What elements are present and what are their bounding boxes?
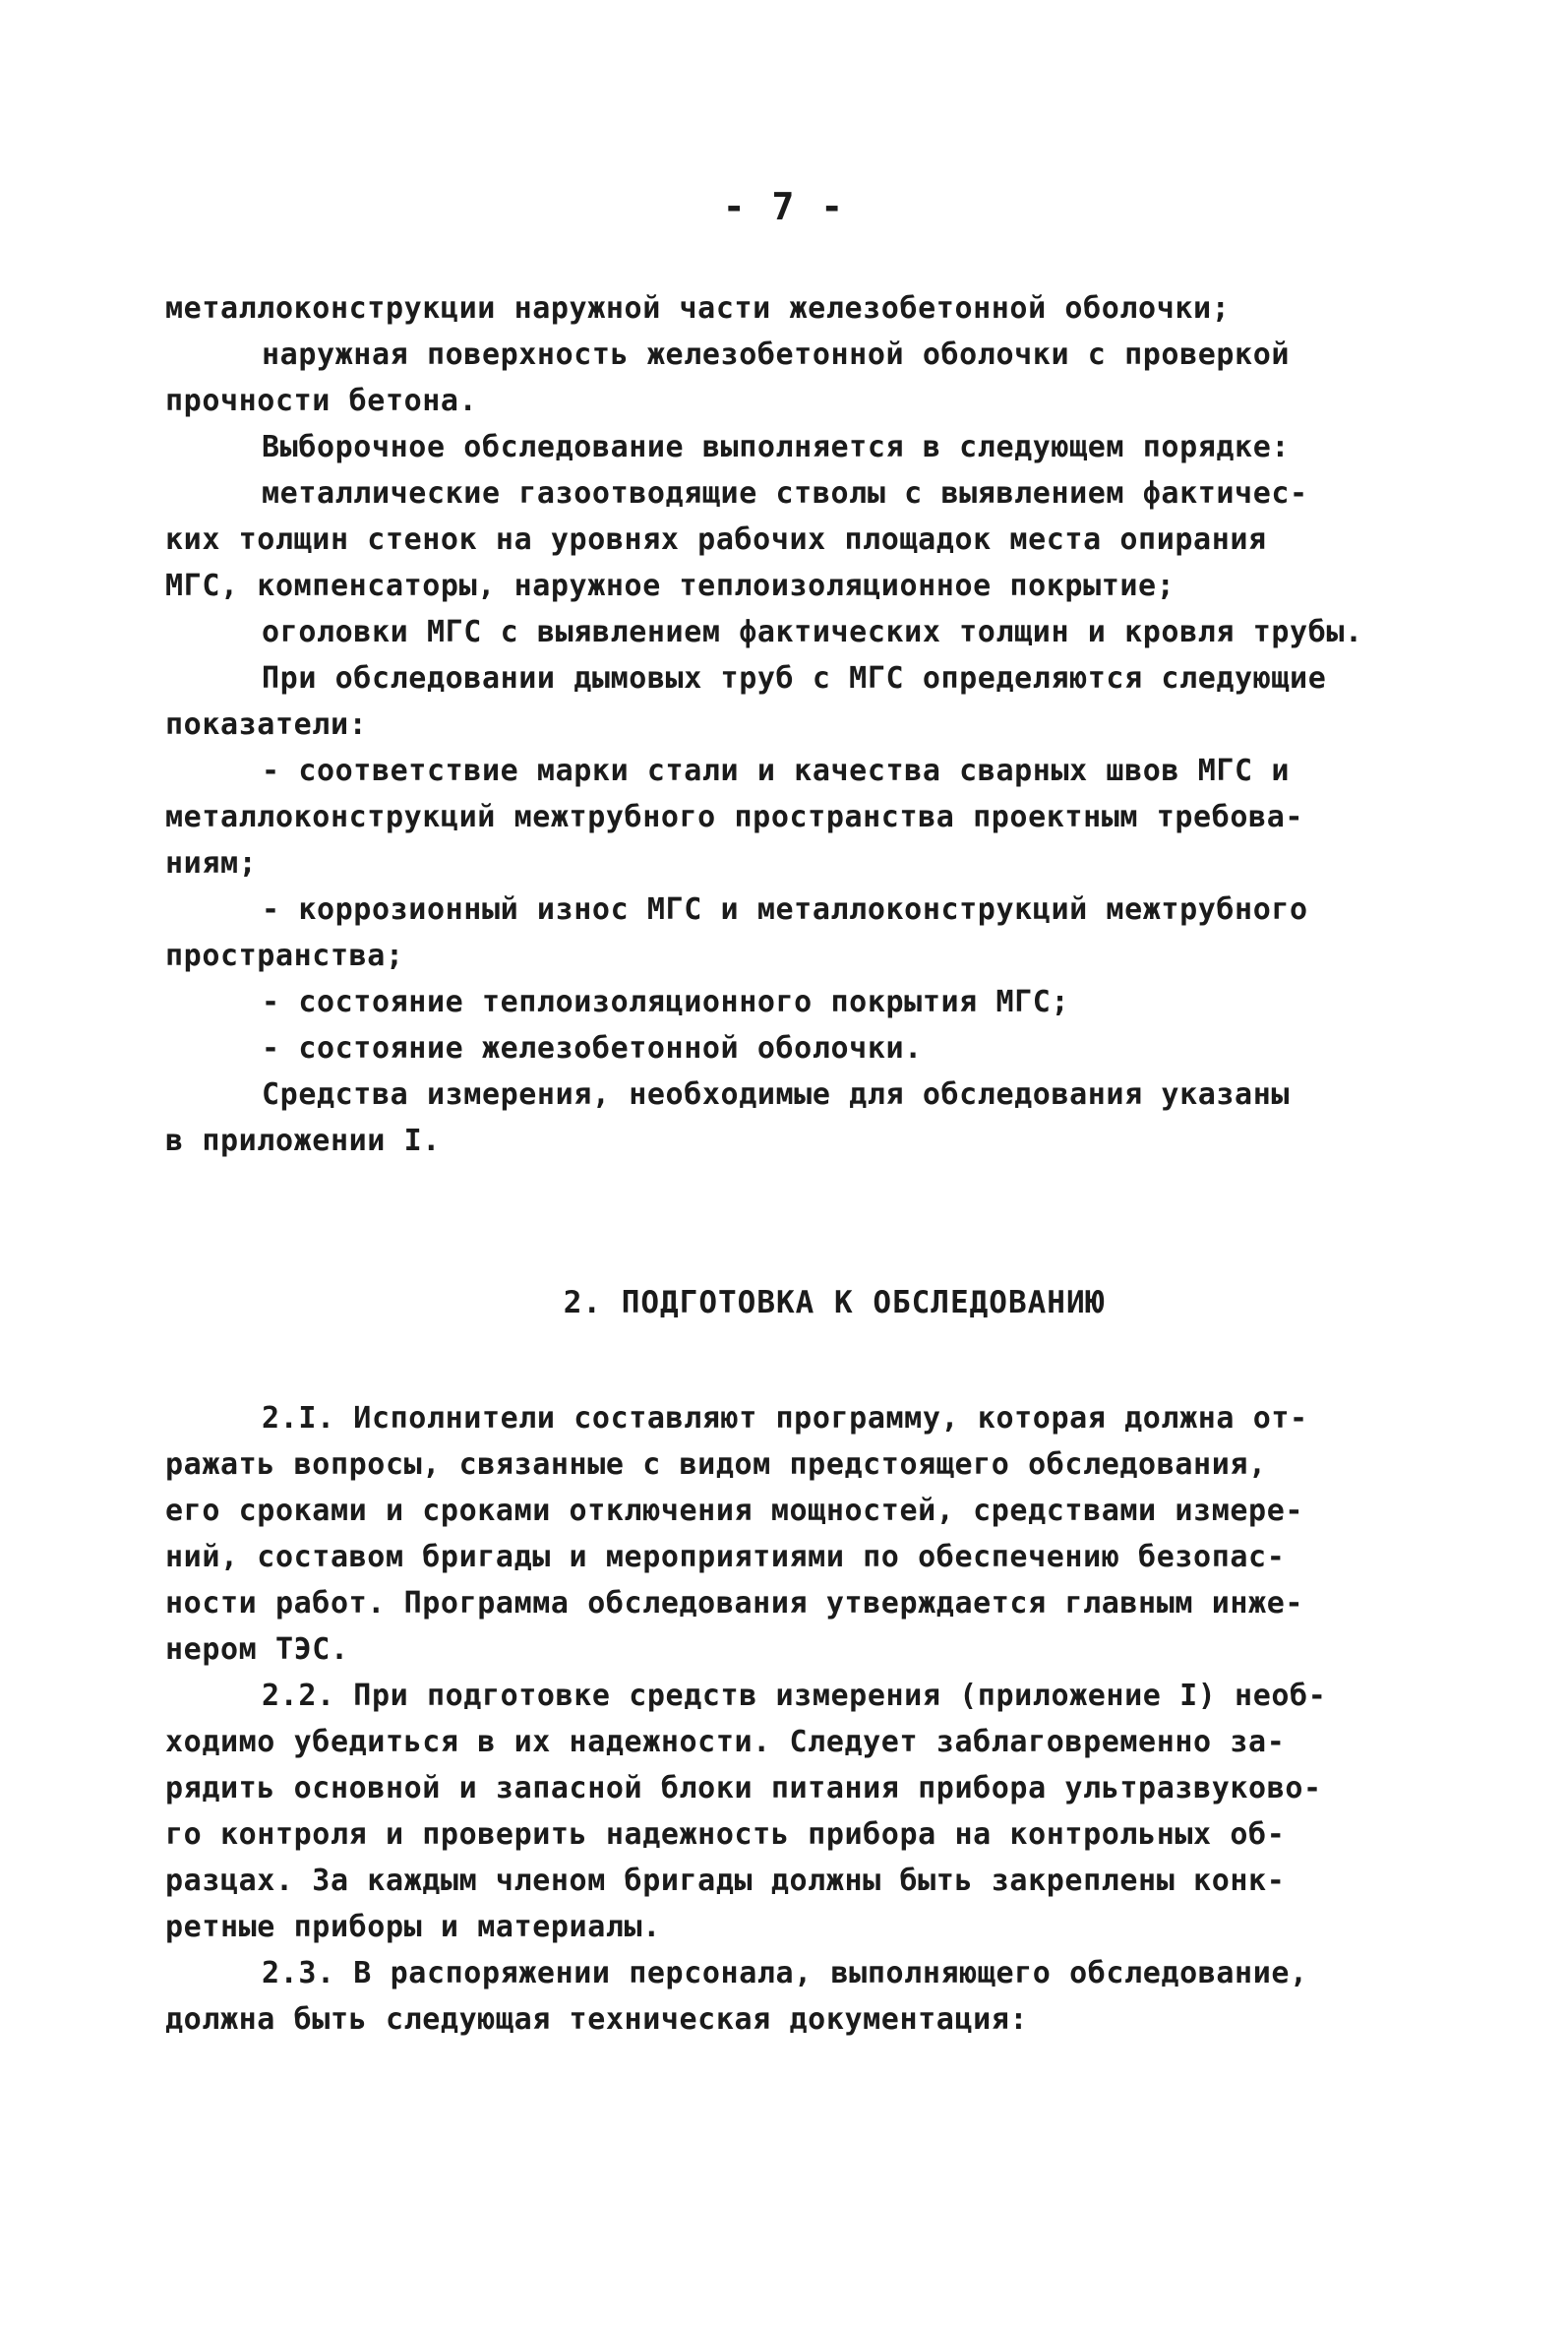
- text-line: металлические газоотводящие стволы с выявлением фактичес-: [262, 476, 1308, 511]
- text-line: ниям;: [165, 846, 258, 881]
- text-line: должна быть следующая техническая документация:: [165, 2002, 1029, 2037]
- text-line: го контроля и проверить надежность прибора на контрольных об-: [165, 1817, 1286, 1852]
- text-line: прочности бетона.: [165, 384, 478, 418]
- list-item: - состояние теплоизоляционного покрытия МГС;: [262, 985, 1070, 1019]
- list-item: - коррозионный износ МГС и металлоконструкций межтрубного: [262, 892, 1308, 927]
- text-line: в приложении I.: [165, 1124, 441, 1158]
- text-line: рядить основной и запасной блоки питания прибора ультразвуково-: [165, 1771, 1322, 1805]
- text-line: наружная поверхность железобетонной оболочки с проверкой: [262, 337, 1291, 372]
- text-line: 2.3. В распоряжении персонала, выполняющего обследование,: [262, 1956, 1308, 1990]
- text-line: его сроками и сроками отключения мощностей, средствами измере-: [165, 1494, 1304, 1528]
- section-heading: 2. ПОДГОТОВКА К ОБСЛЕДОВАНИЮ: [563, 1285, 1106, 1320]
- list-item: - соответствие марки стали и качества сварных швов МГС и: [262, 754, 1291, 788]
- text-line: ретные приборы и материалы.: [165, 1910, 661, 1944]
- text-line: металлоконструкции наружной части железобетонной оболочки;: [165, 291, 1231, 326]
- text-line: металлоконструкций межтрубного пространства проектным требова-: [165, 800, 1304, 834]
- text-line: 2.2. При подготовке средств измерения (приложение I) необ-: [262, 1679, 1327, 1713]
- list-item: - состояние железобетонной оболочки.: [262, 1031, 923, 1066]
- text-line: Средства измерения, необходимые для обследования указаны: [262, 1077, 1291, 1112]
- body-text: [165, 285, 1444, 2043]
- text-line: показатели:: [165, 707, 368, 742]
- text-line: Выборочное обследование выполняется в следующем порядке:: [262, 430, 1291, 464]
- text-line: пространства;: [165, 939, 404, 973]
- text-line: ходимо убедиться в их надежности. Следует заблаговременно за-: [165, 1725, 1286, 1759]
- text-line: оголовки МГС с выявлением фактических толщин и кровля трубы.: [262, 615, 1363, 649]
- text-line: ражать вопросы, связанные с видом предстоящего обследования,: [165, 1447, 1267, 1482]
- text-line: ких толщин стенок на уровнях рабочих площадок места опирания: [165, 522, 1267, 557]
- text-line: ности работ. Программа обследования утверждается главным инже-: [165, 1586, 1304, 1621]
- text-line: 2.I. Исполнители составляют программу, которая должна от-: [262, 1401, 1308, 1436]
- text-line: МГС, компенсаторы, наружное теплоизоляционное покрытие;: [165, 569, 1176, 603]
- text-line: нером ТЭС.: [165, 1632, 349, 1667]
- text-line: ний, составом бригады и мероприятиями по обеспечению безопас-: [165, 1540, 1286, 1574]
- page-number: - 7 -: [722, 185, 846, 228]
- text-line: разцах. За каждым членом бригады должны быть закреплены конк-: [165, 1864, 1286, 1898]
- text-line: При обследовании дымовых труб с МГС определяются следующие: [262, 661, 1327, 696]
